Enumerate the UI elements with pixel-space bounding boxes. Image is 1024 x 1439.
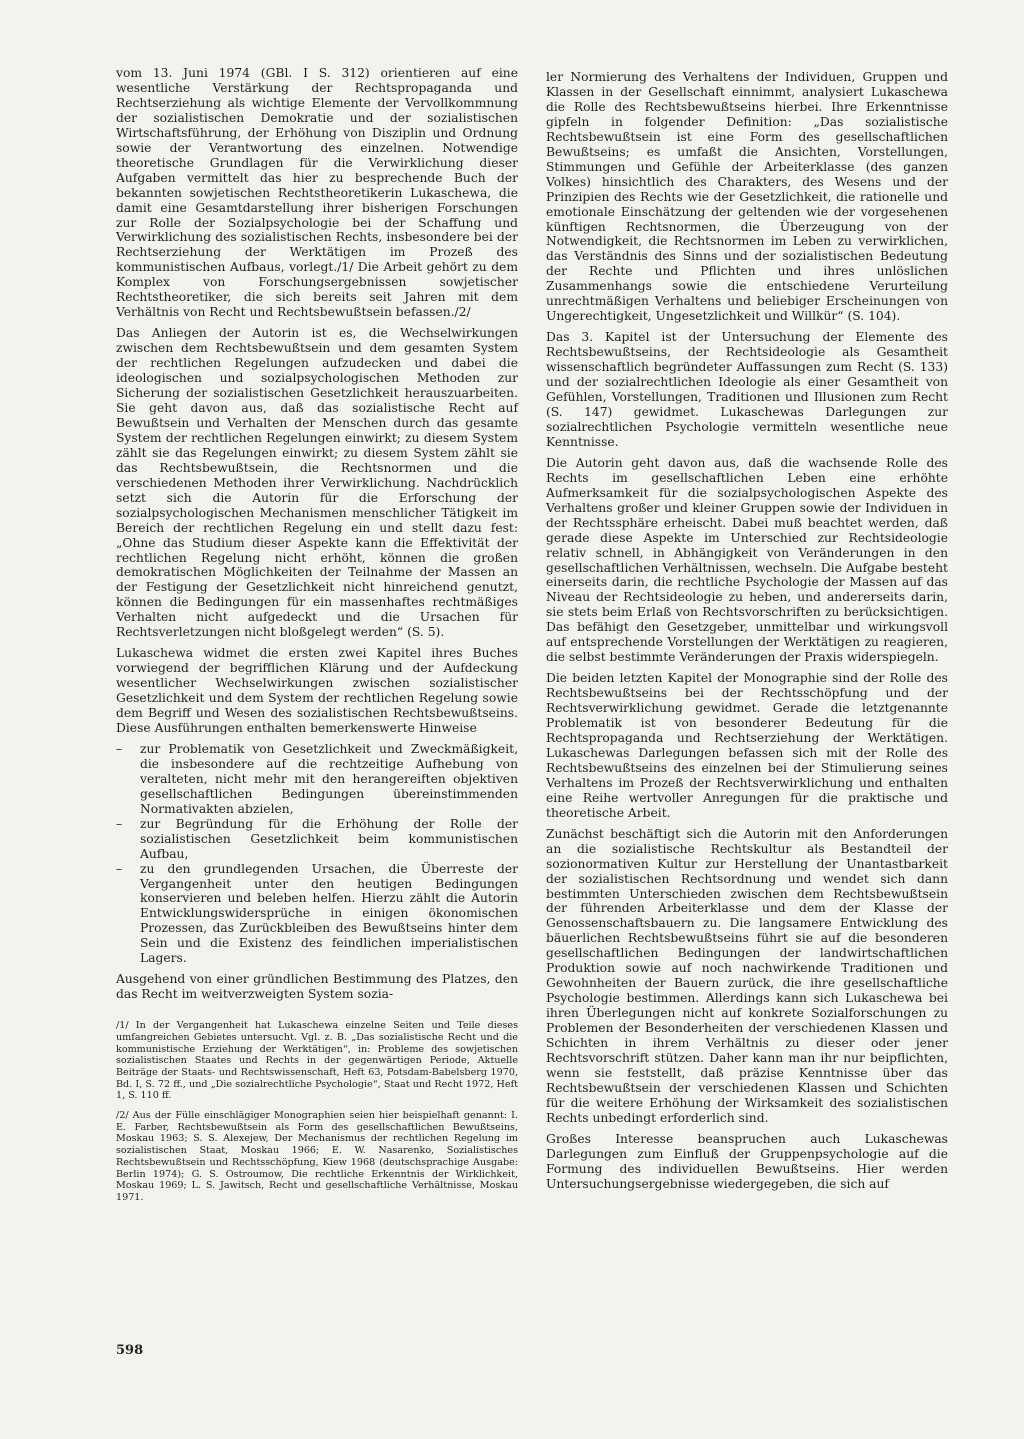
list-item-text: zur Begründung für die Erhöhung der Rolle der sozialistischen Gesetzlichkeit beim kommunistischen Aufbau, (140, 816, 518, 861)
footnote-1: /1/ In der Vergangenheit hat Lukaschewa einzelne Seiten und Teile dieses umfangreichen Gebietes untersucht. Vgl. z. B. „Das sozialistische Recht und die kommunistische Erziehung der Werktätigen“, in: Probleme des sowjetischen sozialistischen Staates und Rechts in der gegenwärtigen Periode, Aktuelle Beiträge der Staats- und Rechtswissenschaft, Heft 63, Potsdam-Babelsberg 1970, Bd. I, S. 72 ff., und „Die sozialrechtliche Psychologie“, Staat und Recht 1972, Heft 1, S. 110 ff. (116, 1020, 518, 1102)
dash-bullet-icon: – (116, 816, 123, 831)
list-item (116, 862, 518, 967)
dash-bullet-icon: – (116, 861, 123, 876)
paragraph: Ausgehend von einer gründlichen Bestimmung des Platzes, den das Recht im weitverzweigten System sozia- (116, 972, 518, 1002)
dash-bullet-icon: – (116, 741, 123, 756)
paragraph: Die Autorin geht davon aus, daß die wachsende Rolle des Rechts im gesellschaftlichen Leben eine erhöhte Aufmerksamkeit für die sozialpsychologischen Aspekte des Verhaltens großer und kleiner Gruppen sowie der Individuen in der Rechtssphäre erheischt. Dabei muß beachtet werden, daß gerade diese Aspekte im Unterschied zur Rechtsideologie relativ schnell, in Abhängigkeit von Veränderungen in den gesellschaftlichen Verhältnissen, wechseln. Die Aufgabe besteht einerseits darin, die rechtliche Psychologie der Massen auf das Niveau der Rechtsideologie zu heben, und andererseits darin, sie stets beim Erlaß von Rechtsvorschriften zu berücksichtigen. Das befähigt den Gesetzgeber, unmittelbar und wirkungsvoll auf entsprechende Vorstellungen der Werktätigen zu reagieren, die selbst bestimmte Veränderungen der Praxis widerspiegeln. (546, 455, 948, 665)
paragraph: Großes Interesse beanspruchen auch Lukaschewas Darlegungen zum Einfluß der Gruppenpsychologie auf die Formung des individuellen Bewußtseins. Hier werden Untersuchungsergebnisse wiedergegeben, die sich auf (546, 1131, 948, 1191)
paragraph: vom 13. Juni 1974 (GBl. I S. 312) orientieren auf eine wesentliche Verstärkung der Rechtspropaganda und Rechtserziehung als wichtige Elemente der Vervollkommnung der sozialistischen Demokratie und der sozialistischen Wirtschaftsführung, der Erhöhung von Disziplin und Ordnung sowie der Verantwortung des einzelnen. Notwendige theoretische Grundlagen für die Verwirklichung dieser Aufgaben vermittelt das hier zu besprechende Buch der bekannten sowjetischen Rechtstheoretikerin Lukaschewa, die damit eine Gesamtdarstellung ihrer bisherigen Forschungen zur Rolle der Sozialpsychologie bei der Schaffung und Verwirklichung des sozialistischen Rechts, insbesondere bei der Rechtserziehung der Werktätigen im Prozeß des kommunistischen Aufbaus, vorlegt./1/ Die Arbeit gehört zu dem Komplex von Forschungsergebnissen sowjetischer Rechtstheoretiker, die sich bereits seit Jahren mit dem Verhältnis von Recht und Rechtsbewußtsein befassen./2/ (116, 66, 518, 320)
paragraph: Lukaschewa widmet die ersten zwei Kapitel ihres Buches vorwiegend der begrifflichen Klärung und der Aufdeckung wesentlicher Wechselwirkungen zwischen sozialistischer Gesetzlichkeit und dem System der rechtlichen Regelung sowie dem Begriff und Wesen des sozialistischen Rechtsbewußtseins. Diese Ausführungen enthalten bemerkenswerte Hinweise (116, 646, 518, 735)
paragraph: Das Anliegen der Autorin ist es, die Wechselwirkungen zwischen dem Rechtsbewußtsein und dem gesamten System der rechtlichen Regelungen aufzudecken und dabei die ideologischen und sozialpsychologischen Methoden zur Sicherung der sozialistischen Gesetzlichkeit herauszuarbeiten. Sie geht davon aus, daß das sozialistische Recht auf Bewußtsein und Verhalten der Menschen durch das gesamte System der rechtlichen Regelungen einwirkt; zu diesem System zählt sie das Regelungen einwirkt; zu diesem System zählt sie das Rechtsbewußtsein, die Rechtsnormen und die verschiedenen Methoden ihrer Verwirklichung. Nachdrücklich setzt sich die Autorin für die Erforschung der sozialpsychologischen Mechanismen menschlicher Tätigkeit im Bereich der rechtlichen Regelung ein und stellt dazu fest: „Ohne das Studium dieser Aspekte kann die Effektivität der rechtlichen Regelung nicht erhöht, können die großen demokratischen Möglichkeiten der Teilnahme der Massen an der Festigung der Gesetzlichkeit nicht hinreichend genutzt, können die Bedingungen für ein massenhaftes rechtmäßiges Verhalten nicht aufgedeckt und die Ursachen für Rechtsverletzungen nicht bloßgelegt werden“ (S. 5). (116, 326, 518, 640)
list-item-text: zur Problematik von Gesetzlichkeit und Zweckmäßigkeit, die insbesondere auf die rechtzeitige Aufhebung von veralteten, nicht mehr mit den herangereiften objektiven gesellschaftlichen Bedingungen übereinstimmenden Normativakten abzielen, (140, 741, 518, 816)
page-number: 598 (116, 1343, 144, 1358)
paragraph: Zunächst beschäftigt sich die Autorin mit den Anforderungen an die sozialistische Rechtskultur als Bestandteil der sozionormativen Kultur zur Herstellung der Unantastbarkeit der sozialistischen Rechtsordnung und wendet sich dann bestimmten Unterschieden zwischen dem Rechtsbewußtsein der führenden Arbeiterklasse und dem der Klasse der Genossenschaftsbauern zu. Die langsamere Entwicklung des bäuerlichen Rechtsbewußtseins führt sie auf die besonderen gesellschaftlichen Bedingungen der landwirtschaftlichen Produktion sowie auf noch nachwirkende Traditionen und Gewohnheiten der Bauern zurück, die ihre gesellschaftliche Psychologie bestimmen. Allerdings kann sich Lukaschewa bei ihren Überlegungen nicht auf konkrete Sozialforschungen zu Problemen der Besonderheiten der verschiedenen Klassen und Schichten in ihrem Verhältnis zu dieser oder jener Rechtsvorschrift stützen. Daher kann man ihr nur beipflichten, wenn sie feststellt, daß präzise Kenntnisse über das Rechtsbewußtsein der verschiedenen Klassen und Schichten für die weitere Erhöhung der Wirksamkeit des sozialistischen Rechts unbedingt erforderlich sind. (546, 826, 948, 1125)
right-column (546, 70, 948, 1198)
paragraph: ler Normierung des Verhaltens der Individuen, Gruppen und Klassen in der Gesellschaft einnimmt, analysiert Lukaschewa die Rolle des Rechtsbewußtseins hierbei. Ihre Erkenntnisse gipfeln in folgender Definition: „Das sozialistische Rechtsbewußtsein ist eine Form des gesellschaftlichen Bewußtseins; es umfaßt die Ansichten, Vorstellungen, Stimmungen und Gefühle der Arbeiterklasse (des ganzen Volkes) hinsichtlich des Charakters, des Wesens und der Prinzipien des Rechts wie der Gesetzlichkeit, die rationelle und emotionale Einschätzung der geltenden wie der vorgesehenen künftigen Rechtsnormen, die Überzeugung von der Notwendigkeit, die Rechtsnormen im Leben zu verwirklichen, das Verständnis des Sinns und der sozialistischen Bedeutung der Rechte und Pflichten und ihres unlöslichen Zusammenhangs sowie die entschiedene Verurteilung unrechtmäßigen Verhaltens und beliebiger Erscheinungen von Ungerechtigkeit, Ungesetzlichkeit und Willkür“ (S. 104). (546, 70, 948, 324)
paragraph: Das 3. Kapitel ist der Untersuchung der Elemente des Rechtsbewußtseins, der Rechtsideologie als Gesamtheit wissenschaftlich begründeter Auffassungen zum Recht (S. 133) und der sozialrechtlichen Ideologie als einer Gesamtheit von Gefühlen, Vorstellungen, Traditionen und Illusionen zum Recht (S. 147) gewidmet. Lukaschewas Darlegungen zur sozialrechtlichen Psychologie vermitteln wesentliche neue Kenntnisse. (546, 330, 948, 449)
list-item (116, 742, 518, 817)
list-item (116, 817, 518, 862)
footnote-2: /2/ Aus der Fülle einschlägiger Monographien seien hier beispielhaft genannt: I. E. Farber, Rechtsbewußtsein als Form des gesellschaftlichen Bewußtseins, Moskau 1963; S. S. Alexejew, Der Mechanismus der rechtlichen Regelung im sozialistischen Staat, Moskau 1966; E. W. Nasarenko, Sozialistisches Rechtsbewußtsein und Rechtsschöpfung, Kiew 1968 (deutschsprachige Ausgabe: Berlin 1974); G. S. Ostroumow, Die rechtliche Erkenntnis der Wirklichkeit, Moskau 1969; L. S. Jawitsch, Recht und gesellschaftliche Verhältnisse, Moskau 1971. (116, 1110, 518, 1203)
list-item-text: zu den grundlegenden Ursachen, die Überreste der Vergangenheit unter den heutigen Bedingungen konservieren und beleben helfen. Hierzu zählt die Autorin Entwicklungswidersprüche in einigen ökonomischen Prozessen, das Zurückbleiben des Bewußtseins hinter dem Sein und die Existenz des feindlichen imperialistischen Lagers. (140, 861, 518, 966)
footnotes (116, 1020, 518, 1204)
paragraph: Die beiden letzten Kapitel der Monographie sind der Rolle des Rechtsbewußtseins bei der Rechtsschöpfung und der Rechtsverwirklichung gewidmet. Gerade die letztgenannte Problematik ist von besonderer Bedeutung für die Rechtspropaganda und Rechtserziehung der Werktätigen. Lukaschewas Darlegungen befassen sich mit der Rolle des Rechtsbewußtseins des einzelnen bei der Stimulierung seines Verhaltens im Prozeß der Rechtsverwirklichung und enthalten eine Reihe wertvoller Anregungen für die praktische und theoretische Arbeit. (546, 671, 948, 820)
hint-list (116, 742, 518, 966)
left-column (116, 66, 518, 1212)
